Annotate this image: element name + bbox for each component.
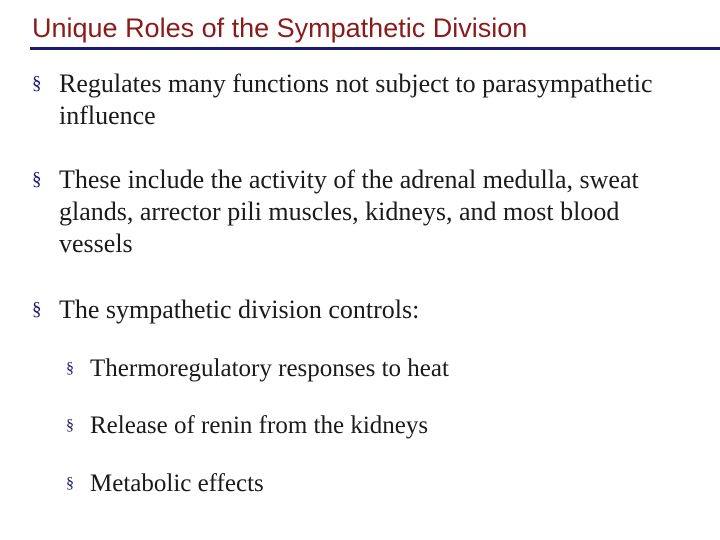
bullet-text: These include the activity of the adrenal medulla, sweat glands, arrector pili muscles, kidneys, and most blood vessels xyxy=(59,165,639,258)
sub-bullet-marker-icon: § xyxy=(66,475,74,492)
sub-bullet-marker-icon: § xyxy=(66,360,74,377)
sub-bullet-item-1 xyxy=(66,353,686,385)
sub-bullet-text: Release of renin from the kidneys xyxy=(90,412,429,439)
sub-bullet-marker-icon: § xyxy=(66,417,74,434)
bullet-marker-icon: § xyxy=(32,73,42,94)
bullet-text: The sympathetic division controls: xyxy=(59,295,420,324)
sub-bullet-item-2 xyxy=(66,410,686,442)
bullet-text: Regulates many functions not subject to parasympathetic influence xyxy=(59,69,653,130)
bullet-marker-icon: § xyxy=(32,299,42,320)
title-underline xyxy=(30,47,720,50)
bullet-marker-icon: § xyxy=(32,169,42,190)
bullet-item-2 xyxy=(32,164,692,260)
sub-bullet-text: Metabolic effects xyxy=(90,470,264,497)
bullet-item-3 xyxy=(32,294,692,326)
slide-title: Unique Roles of the Sympathetic Division xyxy=(32,13,528,43)
sub-bullet-text: Thermoregulatory responses to heat xyxy=(90,355,449,382)
sub-bullet-item-3 xyxy=(66,468,686,500)
bullet-item-1 xyxy=(32,68,692,132)
